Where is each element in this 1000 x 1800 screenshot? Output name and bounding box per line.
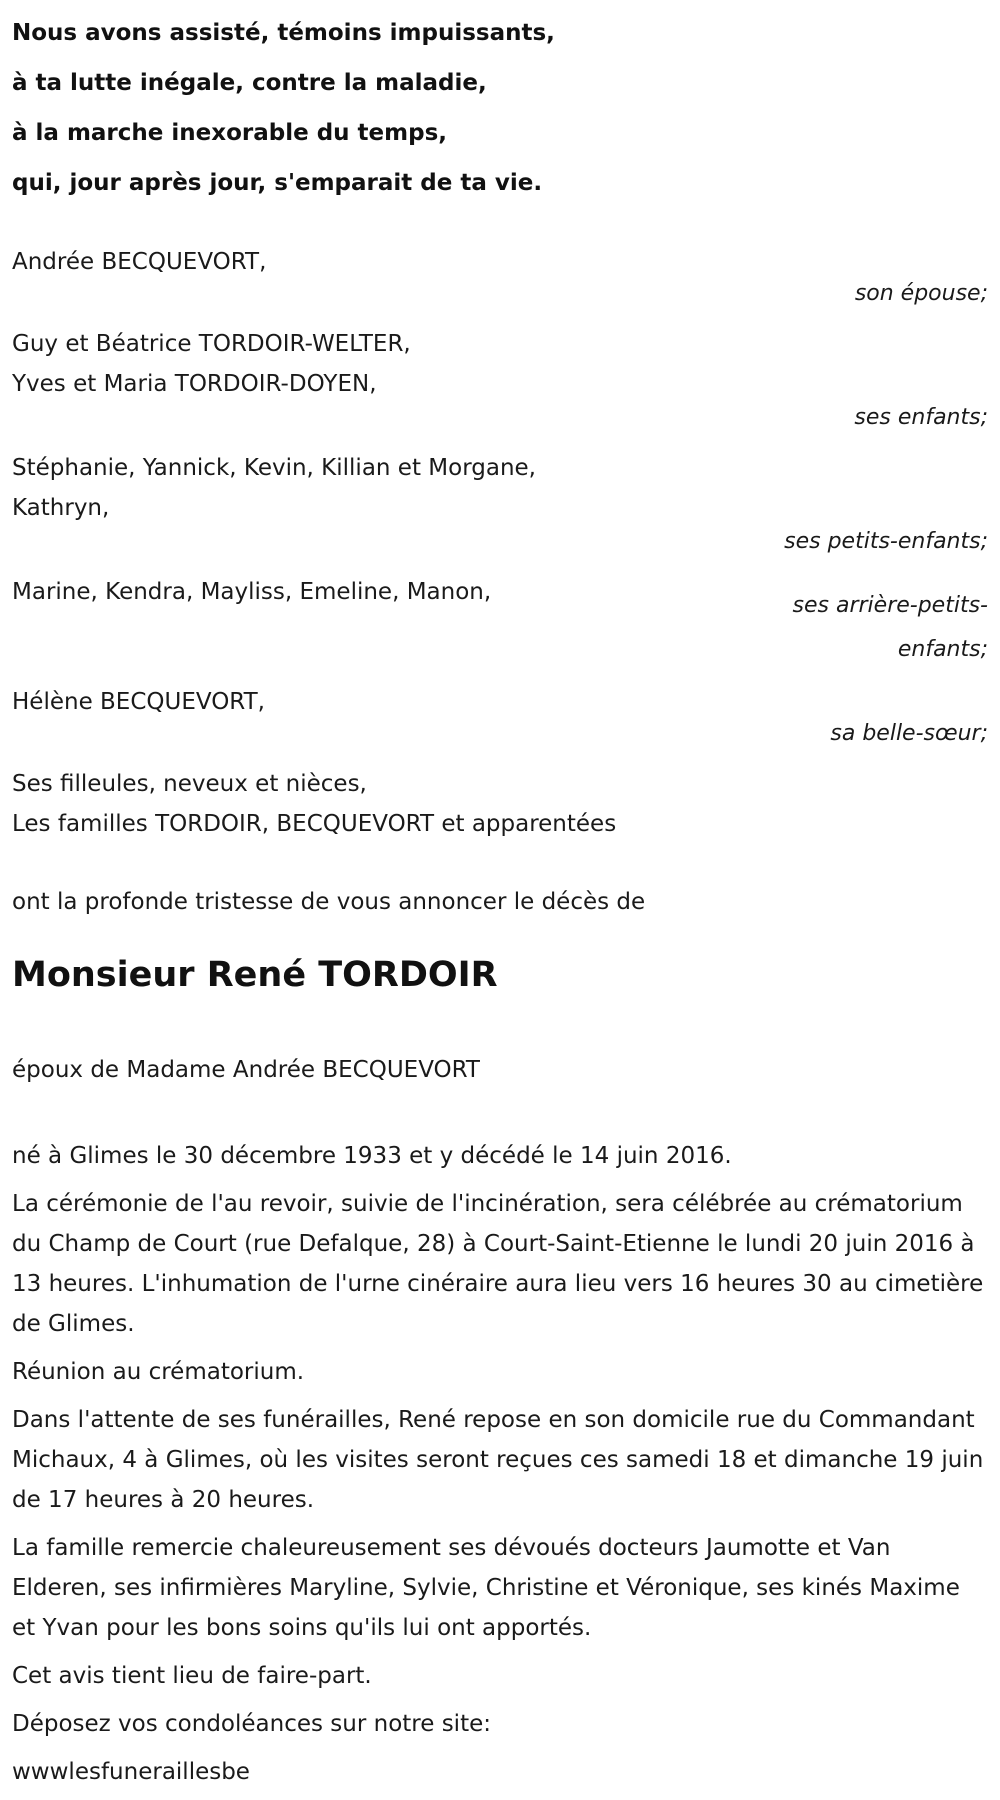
family-role: ses enfants; [854,405,988,430]
family-name-line: Les familles TORDOIR, BECQUEVORT et apparentées [12,811,617,837]
family-names [12,324,988,404]
family-group-extended [12,764,988,844]
poem-line: à ta lutte inégale, contre la maladie, [12,70,487,96]
poem-line: qui, jour après jour, s'emparait de ta vie. [12,170,543,196]
poem-line: à la marche inexorable du temps, [12,120,447,146]
family-names [12,572,491,612]
family-group-spouse [12,242,988,314]
family-role: ses petits-enfants; [784,529,988,554]
deceased-name: Monsieur René TORDOIR [12,955,498,995]
family-name-line: Hélène BECQUEVORT, [12,689,265,715]
thanks-paragraph: La famille remercie chaleureusement ses dévoués docteurs Jaumotte et Van Elderen, ses infirmières Maryline, Sylvie, Christine et Véronique, ses kinés Maxime et Yvan pour les bons soins qu'ils lui ont apportés. [12,1535,960,1641]
family-names [12,448,988,528]
opening-poem [12,8,988,208]
family-group-children [12,324,988,438]
visitation-paragraph: Dans l'attente de ses funérailles, René repose en son domicile rue du Commandant Michaux, 4 à Glimes, où les visites seront reçues ces samedi 18 et dimanche 19 juin de 17 heures à 20 heures. [12,1407,984,1513]
condolences-line: Déposez vos condoléances sur notre site: [12,1711,491,1737]
funeral-details [12,1136,988,1792]
family-role: sa belle-sœur; [830,721,988,746]
family-name-line: Ses filleules, neveux et nièces, [12,771,367,797]
family-name-line: Andrée BECQUEVORT, [12,249,267,275]
family-name-line: Kathryn, [12,495,110,521]
family-name-line: Marine, Kendra, Mayliss, Emeline, Manon, [12,579,492,605]
family-list [12,242,988,844]
family-name-line: Yves et Maria TORDOIR-DOYEN, [12,371,377,397]
spouse-line: époux de Madame Andrée BECQUEVORT [12,1057,480,1083]
family-name-line: Stéphanie, Yannick, Kevin, Killian et Morgane, [12,455,536,481]
notice-line: Cet avis tient lieu de faire-part. [12,1663,372,1689]
family-group-sister-in-law [12,682,988,754]
family-group-grandchildren [12,448,988,562]
obituary-notice [12,8,988,1800]
website-link[interactable]: wwwlesfuneraillesbe [12,1759,250,1785]
ceremony-paragraph: La cérémonie de l'au revoir, suivie de l'incinération, sera célébrée au crématorium du Champ de Court (rue Defalque, 28) à Court-Saint-Etienne le lundi 20 juin 2016 à 13 heures. L'inhumation de l'urne cinéraire aura lieu vers 16 heures 30 au cimetière de Glimes. [12,1191,984,1337]
family-role: son épouse; [854,281,988,306]
birth-death-line: né à Glimes le 30 décembre 1933 et y décédé le 14 juin 2016. [12,1143,732,1169]
family-group-great-grandchildren [12,572,988,672]
family-names [12,764,988,844]
announcement-text: ont la profonde tristesse de vous annoncer le décès de [12,889,646,915]
reunion-line: Réunion au crématorium. [12,1359,305,1385]
family-role: ses arrière-petits-enfants; [792,593,988,662]
poem-line: Nous avons assisté, témoins impuissants, [12,20,555,46]
family-name-line: Guy et Béatrice TORDOIR-WELTER, [12,331,411,357]
